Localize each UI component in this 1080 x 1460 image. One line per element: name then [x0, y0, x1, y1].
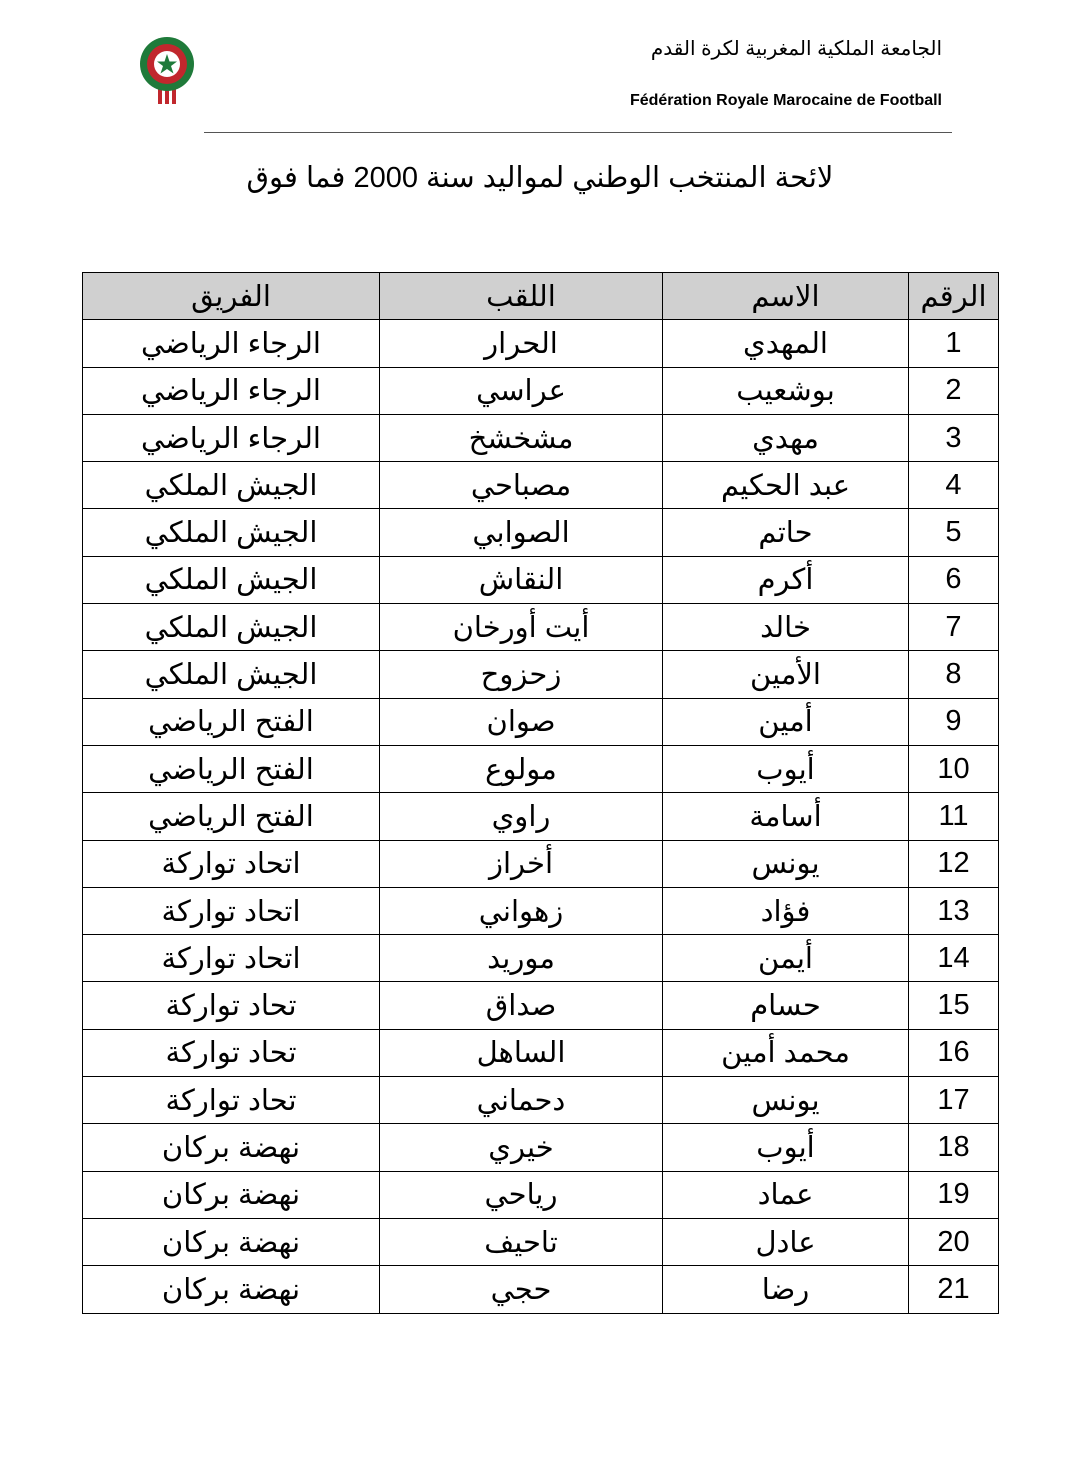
- cell-number: 13: [909, 887, 999, 934]
- cell-name: عماد: [663, 1171, 909, 1218]
- table-row: [83, 556, 999, 603]
- cell-nickname: زهواني: [380, 887, 663, 934]
- cell-nickname: الحرار: [380, 320, 663, 367]
- cell-nickname: أخراز: [380, 840, 663, 887]
- cell-name: فؤاد: [663, 887, 909, 934]
- cell-name: أمين: [663, 698, 909, 745]
- cell-number: 6: [909, 556, 999, 603]
- frmf-crest-icon: [136, 34, 198, 106]
- cell-name: المهدي: [663, 320, 909, 367]
- cell-team: اتحاد تواركة: [83, 887, 380, 934]
- cell-team: الرجاء الرياضي: [83, 320, 380, 367]
- cell-team: الفتح الرياضي: [83, 793, 380, 840]
- cell-number: 14: [909, 935, 999, 982]
- cell-number: 19: [909, 1171, 999, 1218]
- table-row: [83, 1077, 999, 1124]
- cell-name: أيوب: [663, 1124, 909, 1171]
- cell-team: الرجاء الرياضي: [83, 367, 380, 414]
- table-row: [83, 1266, 999, 1313]
- cell-number: 21: [909, 1266, 999, 1313]
- cell-name: عادل: [663, 1218, 909, 1265]
- cell-number: 3: [909, 414, 999, 461]
- cell-number: 16: [909, 1029, 999, 1076]
- table-row: [83, 604, 999, 651]
- header-team: الفريق: [83, 273, 380, 320]
- federation-name-french: Fédération Royale Marocaine de Football: [629, 92, 942, 109]
- table-row: [83, 414, 999, 461]
- table-row: [83, 1124, 999, 1171]
- cell-nickname: مشخشخ: [380, 414, 663, 461]
- cell-name: يونس: [663, 1077, 909, 1124]
- table-row: [83, 320, 999, 367]
- cell-team: نهضة بركان: [83, 1218, 380, 1265]
- cell-team: الجيش الملكي: [83, 604, 380, 651]
- cell-name: رضا: [663, 1266, 909, 1313]
- cell-team: اتحاد تواركة: [83, 935, 380, 982]
- cell-number: 10: [909, 745, 999, 792]
- cell-number: 9: [909, 698, 999, 745]
- cell-name: يونس: [663, 840, 909, 887]
- cell-name: خالد: [663, 604, 909, 651]
- cell-team: الفتح الرياضي: [83, 698, 380, 745]
- cell-name: حسام: [663, 982, 909, 1029]
- cell-name: عبد الحكيم: [663, 462, 909, 509]
- cell-nickname: حجي: [380, 1266, 663, 1313]
- cell-team: تحاد تواركة: [83, 1029, 380, 1076]
- cell-nickname: تاحيف: [380, 1218, 663, 1265]
- cell-name: بوشعيب: [663, 367, 909, 414]
- cell-number: 7: [909, 604, 999, 651]
- cell-name: أكرم: [663, 556, 909, 603]
- table-row: [83, 840, 999, 887]
- cell-name: الأمين: [663, 651, 909, 698]
- cell-team: الجيش الملكي: [83, 651, 380, 698]
- cell-team: الفتح الرياضي: [83, 745, 380, 792]
- table-row: [83, 1171, 999, 1218]
- cell-nickname: الصوابي: [380, 509, 663, 556]
- cell-nickname: مصباحي: [380, 462, 663, 509]
- table-row: [83, 509, 999, 556]
- cell-name: محمد أمين: [663, 1029, 909, 1076]
- cell-team: نهضة بركان: [83, 1171, 380, 1218]
- cell-team: تحاد تواركة: [83, 1077, 380, 1124]
- cell-name: أسامة: [663, 793, 909, 840]
- cell-nickname: عراسي: [380, 367, 663, 414]
- cell-name: مهدي: [663, 414, 909, 461]
- table-row: [83, 698, 999, 745]
- cell-number: 4: [909, 462, 999, 509]
- cell-nickname: راوي: [380, 793, 663, 840]
- cell-team: الجيش الملكي: [83, 462, 380, 509]
- cell-nickname: رياحي: [380, 1171, 663, 1218]
- cell-number: 20: [909, 1218, 999, 1265]
- cell-team: الجيش الملكي: [83, 556, 380, 603]
- cell-nickname: صداق: [380, 982, 663, 1029]
- cell-number: 15: [909, 982, 999, 1029]
- cell-name: أيمن: [663, 935, 909, 982]
- table-row: [83, 745, 999, 792]
- cell-number: 12: [909, 840, 999, 887]
- header-divider: [204, 132, 952, 133]
- cell-number: 17: [909, 1077, 999, 1124]
- cell-number: 11: [909, 793, 999, 840]
- cell-team: نهضة بركان: [83, 1124, 380, 1171]
- cell-name: أيوب: [663, 745, 909, 792]
- cell-nickname: خيري: [380, 1124, 663, 1171]
- cell-name: حاتم: [663, 509, 909, 556]
- header-number: الرقم: [909, 273, 999, 320]
- cell-number: 18: [909, 1124, 999, 1171]
- table-row: [83, 367, 999, 414]
- table-row: [83, 887, 999, 934]
- cell-nickname: النقاش: [380, 556, 663, 603]
- cell-team: نهضة بركان: [83, 1266, 380, 1313]
- table-row: [83, 793, 999, 840]
- page-title: لائحة المنتخب الوطني لمواليد سنة 2000 فما فوق: [246, 162, 834, 194]
- table-header-row: [83, 273, 999, 320]
- cell-nickname: مولوع: [380, 745, 663, 792]
- cell-nickname: صوان: [380, 698, 663, 745]
- table-row: [83, 462, 999, 509]
- cell-team: تحاد تواركة: [83, 982, 380, 1029]
- cell-nickname: موريد: [380, 935, 663, 982]
- federation-name-arabic: الجامعة الملكية المغربية لكرة القدم: [650, 38, 942, 60]
- cell-number: 8: [909, 651, 999, 698]
- cell-nickname: الساهل: [380, 1029, 663, 1076]
- table-row: [83, 935, 999, 982]
- cell-number: 2: [909, 367, 999, 414]
- table-row: [83, 651, 999, 698]
- table-row: [83, 982, 999, 1029]
- cell-number: 5: [909, 509, 999, 556]
- cell-team: الرجاء الرياضي: [83, 414, 380, 461]
- cell-team: الجيش الملكي: [83, 509, 380, 556]
- table-row: [83, 1029, 999, 1076]
- table-body: [83, 320, 999, 1313]
- cell-number: 1: [909, 320, 999, 367]
- header-name: الاسم: [663, 273, 909, 320]
- cell-nickname: دحماني: [380, 1077, 663, 1124]
- header-nickname: اللقب: [380, 273, 663, 320]
- squad-table: [82, 272, 999, 1314]
- cell-nickname: زحزوح: [380, 651, 663, 698]
- cell-team: اتحاد تواركة: [83, 840, 380, 887]
- cell-nickname: أيت أورخان: [380, 604, 663, 651]
- table-row: [83, 1218, 999, 1265]
